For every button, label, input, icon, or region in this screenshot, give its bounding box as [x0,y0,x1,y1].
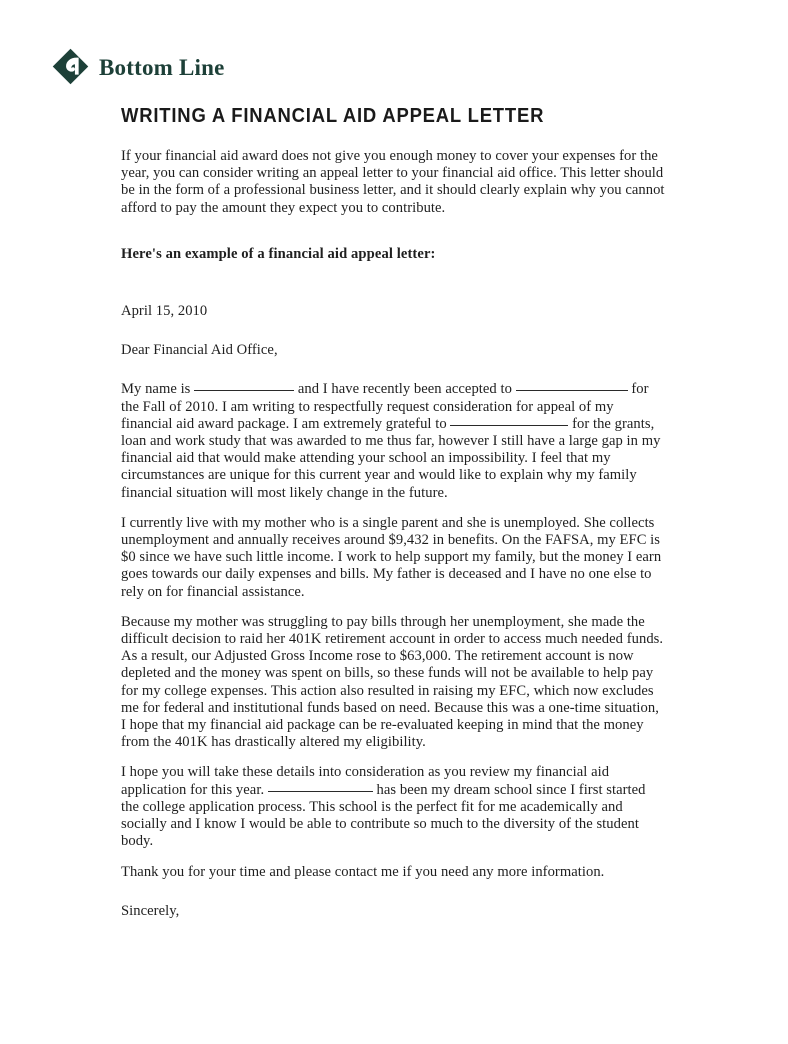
spacer [121,372,667,381]
blank-field-dream-school[interactable] [268,791,373,792]
document-body [121,148,667,933]
paragraph-1-segment-b: and I have recently been accepted to [297,381,512,398]
spacer [121,276,667,303]
spacer [121,230,667,246]
brand-name: Bottom Line [99,55,225,80]
letter-paragraph-1 [121,381,667,501]
spacer [121,894,667,903]
letter-paragraph-3: Because my mother was struggling to pay bills through her unemployment, she made the difficult decision to raid her 401K retirement account in order to access much needed funds. As a result, our Adjusted Gross Income rose to $63,000. The retirement account is now depleted and the money was spent on bills, so these funds will not be available to help pay for my college expenses. This action also resulted in raising my EFC, which now excludes me for federal and institutional funds based on need. Because this was a one-time situation, I hope that my financial aid package can be re-evaluated keeping in mind that the money from the 401K has drastically altered my eligibility. [121,613,664,751]
letter-salutation: Dear Financial Aid Office, [121,342,278,359]
brand-logo [52,48,225,85]
paragraph-1-segment-c: for the Fall of 2010. I am writing to respectfully request consideration for appeal of my financial aid award package. I am extremely grateful to [121,381,649,432]
paragraph-4-segment-a: I hope you will take these details into consideration as you review my financial aid application for this year. [121,764,610,798]
paragraph-4-segment-b: has been my dream school since I first started the college application process. This school is the perfect fit for me academically and socially and I know I would be able to contribute so much to the diversity of the student body. [121,781,646,850]
blank-field-name[interactable] [194,390,294,391]
blank-field-institution[interactable] [450,425,568,426]
intro-paragraph: If your financial aid award does not give you enough money to cover your expenses for the year, you can consider writing an appeal letter to your financial aid office. This letter should be in the form of a professional business letter, and it should clearly explain why you cannot afford to pay the amount they expect you to contribute. [121,148,665,216]
letter-paragraph-5: Thank you for your time and please contact me if you need any more information. [121,863,605,880]
letter-paragraph-4 [121,764,667,850]
letter-date: April 15, 2010 [121,303,208,320]
blank-field-school[interactable] [516,390,628,391]
subheading: Here's an example of a financial aid appeal letter: [121,245,436,262]
diamond-swoosh-icon [52,48,89,85]
page-title: WRITING A FINANCIAL AID APPEAL LETTER [121,104,545,127]
spacer [121,333,667,342]
letter-closing: Sincerely, [121,902,180,919]
paragraph-1-segment-d: for the grants, loan and work study that was awarded to me thus far, however I still have a large gap in my financial aid that would make attending your school an impossibility. I feel that my circumstances are unique for this current year and would like to explain why my family financial situation will most likely change in the future. [121,415,661,501]
paragraph-1-segment-a: My name is [121,381,191,398]
letter-paragraph-2: I currently live with my mother who is a single parent and she is unemployed. She collects unemployment and annually receives around $9,432 in benefits. On the FAFSA, my EFC is $0 since we have such little income. I work to help support my family, but the money I earn goes towards our daily expenses and bills. My father is deceased and I have no one else to rely on for financial assistance. [121,514,662,600]
